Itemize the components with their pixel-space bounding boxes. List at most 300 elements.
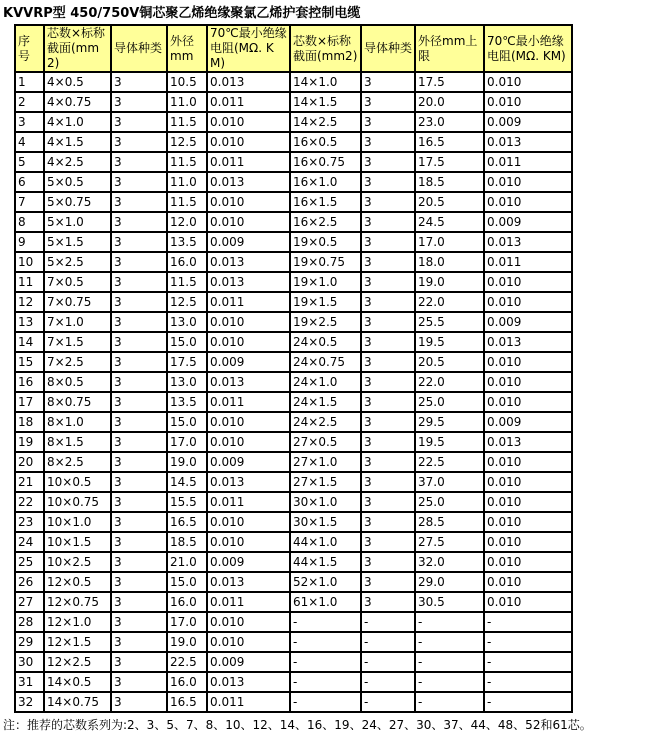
table-cell-col1: 4×0.75 — [44, 92, 111, 112]
table-cell-col0: 23 — [15, 512, 44, 532]
table-cell-col6: 3 — [361, 292, 415, 312]
table-cell-col4: 0.011 — [207, 292, 290, 312]
table-cell-col3: 11.5 — [167, 112, 207, 132]
table-row — [15, 532, 572, 552]
table-header — [15, 25, 572, 72]
table-cell-col4: 0.013 — [207, 472, 290, 492]
table-cell-col2: 3 — [111, 552, 167, 572]
table-cell-col8: 0.011 — [484, 152, 572, 172]
table-cell-col5: 44×1.5 — [290, 552, 361, 572]
table-cell-col6: 3 — [361, 312, 415, 332]
table-cell-col6: 3 — [361, 72, 415, 92]
table-cell-col0: 27 — [15, 592, 44, 612]
table-cell-col5: 52×1.0 — [290, 572, 361, 592]
table-row — [15, 292, 572, 312]
table-cell-col3: 10.5 — [167, 72, 207, 92]
table-row — [15, 692, 572, 712]
table-cell-col1: 10×1.5 — [44, 532, 111, 552]
table-row — [15, 372, 572, 392]
footnote: 注：推荐的芯数系列为:2、3、5、7、8、10、12、14、16、19、24、27、30、37、44、48、52和61芯。 — [3, 718, 592, 732]
table-cell-col8: - — [484, 672, 572, 692]
table-cell-col0: 5 — [15, 152, 44, 172]
table-cell-col4: 0.011 — [207, 392, 290, 412]
header-row — [15, 25, 572, 72]
table-cell-col0: 13 — [15, 312, 44, 332]
table-cell-col8: 0.010 — [484, 592, 572, 612]
table-cell-col4: 0.009 — [207, 652, 290, 672]
table-cell-col5: 16×1.0 — [290, 172, 361, 192]
table-cell-col1: 10×0.75 — [44, 492, 111, 512]
table-row — [15, 252, 572, 272]
table-cell-col8: 0.010 — [484, 192, 572, 212]
table-cell-col0: 30 — [15, 652, 44, 672]
table-cell-col6: 3 — [361, 92, 415, 112]
page-title: KVVRP型 450/750V铜芯聚乙烯绝缘聚氯乙烯护套控制电缆 — [3, 6, 361, 21]
table-cell-col5: - — [290, 632, 361, 652]
table-cell-col8: - — [484, 632, 572, 652]
table-cell-col3: 17.5 — [167, 352, 207, 372]
table-cell-col0: 14 — [15, 332, 44, 352]
table-cell-col0: 26 — [15, 572, 44, 592]
table-cell-col8: 0.013 — [484, 132, 572, 152]
table-cell-col5: 27×1.5 — [290, 472, 361, 492]
table-row — [15, 452, 572, 472]
table-cell-col1: 4×2.5 — [44, 152, 111, 172]
table-cell-col0: 24 — [15, 532, 44, 552]
table-cell-col4: 0.013 — [207, 272, 290, 292]
table-cell-col6: 3 — [361, 412, 415, 432]
table-cell-col7: 29.5 — [415, 412, 484, 432]
table-cell-col1: 4×0.5 — [44, 72, 111, 92]
table-cell-col1: 10×1.0 — [44, 512, 111, 532]
table-cell-col1: 7×0.5 — [44, 272, 111, 292]
table-cell-col5: 24×2.5 — [290, 412, 361, 432]
table-cell-col1: 8×0.5 — [44, 372, 111, 392]
table-cell-col2: 3 — [111, 412, 167, 432]
table-cell-col5: 44×1.0 — [290, 532, 361, 552]
table-cell-col6: 3 — [361, 432, 415, 452]
table-cell-col6: 3 — [361, 212, 415, 232]
table-cell-col7: 28.5 — [415, 512, 484, 532]
table-cell-col1: 5×2.5 — [44, 252, 111, 272]
table-cell-col0: 31 — [15, 672, 44, 692]
table-cell-col7: - — [415, 612, 484, 632]
table-cell-col8: 0.010 — [484, 292, 572, 312]
table-cell-col2: 3 — [111, 572, 167, 592]
table-cell-col0: 21 — [15, 472, 44, 492]
table-cell-col7: 17.5 — [415, 72, 484, 92]
table-cell-col6: 3 — [361, 252, 415, 272]
table-cell-col6: - — [361, 612, 415, 632]
table-cell-col8: - — [484, 652, 572, 672]
table-cell-col3: 11.5 — [167, 152, 207, 172]
table-cell-col0: 19 — [15, 432, 44, 452]
table-cell-col5: 14×2.5 — [290, 112, 361, 132]
table-cell-col4: 0.010 — [207, 632, 290, 652]
table-cell-col7: 24.5 — [415, 212, 484, 232]
table-cell-col4: 0.009 — [207, 452, 290, 472]
table-cell-col7: 25.5 — [415, 312, 484, 332]
table-cell-col0: 17 — [15, 392, 44, 412]
table-cell-col8: 0.010 — [484, 552, 572, 572]
table-cell-col6: - — [361, 632, 415, 652]
table-cell-col0: 16 — [15, 372, 44, 392]
table-cell-col2: 3 — [111, 232, 167, 252]
table-cell-col8: 0.010 — [484, 92, 572, 112]
table-cell-col2: 3 — [111, 632, 167, 652]
table-cell-col2: 3 — [111, 172, 167, 192]
table-cell-col8: 0.009 — [484, 312, 572, 332]
table-cell-col0: 12 — [15, 292, 44, 312]
table-cell-col4: 0.010 — [207, 112, 290, 132]
table-cell-col7: 17.5 — [415, 152, 484, 172]
table-cell-col5: 24×0.5 — [290, 332, 361, 352]
table-cell-col2: 3 — [111, 692, 167, 712]
table-cell-col3: 12.0 — [167, 212, 207, 232]
table-cell-col8: 0.009 — [484, 112, 572, 132]
table-cell-col1: 5×1.5 — [44, 232, 111, 252]
table-cell-col8: 0.010 — [484, 452, 572, 472]
table-cell-col3: 11.5 — [167, 192, 207, 212]
table-cell-col5: 30×1.5 — [290, 512, 361, 532]
table-cell-col3: 16.0 — [167, 592, 207, 612]
table-row — [15, 392, 572, 412]
table-cell-col8: 0.011 — [484, 252, 572, 272]
table-cell-col3: 16.5 — [167, 692, 207, 712]
table-cell-col3: 13.5 — [167, 392, 207, 412]
table-cell-col6: 3 — [361, 452, 415, 472]
table-cell-col4: 0.010 — [207, 312, 290, 332]
table-cell-col5: 19×1.5 — [290, 292, 361, 312]
column-header-6: 导体种类 — [361, 25, 415, 72]
table-cell-col4: 0.011 — [207, 492, 290, 512]
table-cell-col0: 9 — [15, 232, 44, 252]
table-cell-col2: 3 — [111, 492, 167, 512]
table-cell-col0: 29 — [15, 632, 44, 652]
column-header-8: 70℃最小绝缘电阻(MΩ. KM) — [484, 25, 572, 72]
table-cell-col3: 15.0 — [167, 332, 207, 352]
table-cell-col8: 0.010 — [484, 472, 572, 492]
table-cell-col1: 12×1.5 — [44, 632, 111, 652]
table-cell-col4: 0.011 — [207, 92, 290, 112]
table-cell-col1: 12×0.5 — [44, 572, 111, 592]
table-cell-col3: 15.0 — [167, 572, 207, 592]
table-cell-col7: 16.5 — [415, 132, 484, 152]
table-cell-col4: 0.011 — [207, 592, 290, 612]
table-cell-col2: 3 — [111, 672, 167, 692]
table-cell-col1: 7×0.75 — [44, 292, 111, 312]
table-row — [15, 672, 572, 692]
table-cell-col6: 3 — [361, 592, 415, 612]
table-cell-col2: 3 — [111, 452, 167, 472]
table-row — [15, 472, 572, 492]
table-cell-col1: 14×0.5 — [44, 672, 111, 692]
table-cell-col5: 19×1.0 — [290, 272, 361, 292]
table-cell-col8: - — [484, 612, 572, 632]
table-cell-col1: 8×1.0 — [44, 412, 111, 432]
table-cell-col0: 2 — [15, 92, 44, 112]
table-cell-col4: 0.009 — [207, 352, 290, 372]
table-row — [15, 652, 572, 672]
table-cell-col4: 0.013 — [207, 672, 290, 692]
table-cell-col1: 12×2.5 — [44, 652, 111, 672]
table-cell-col8: 0.010 — [484, 352, 572, 372]
table-cell-col7: 25.0 — [415, 392, 484, 412]
table-row — [15, 152, 572, 172]
table-row — [15, 352, 572, 372]
table-cell-col3: 17.0 — [167, 612, 207, 632]
table-cell-col2: 3 — [111, 512, 167, 532]
table-cell-col3: 12.5 — [167, 292, 207, 312]
table-cell-col1: 4×1.5 — [44, 132, 111, 152]
column-header-3: 外径mm — [167, 25, 207, 72]
table-cell-col8: 0.009 — [484, 412, 572, 432]
table-cell-col8: 0.010 — [484, 72, 572, 92]
table-cell-col0: 32 — [15, 692, 44, 712]
table-cell-col0: 22 — [15, 492, 44, 512]
table-cell-col5: 24×1.0 — [290, 372, 361, 392]
table-cell-col3: 13.5 — [167, 232, 207, 252]
table-cell-col2: 3 — [111, 192, 167, 212]
table-cell-col6: 3 — [361, 572, 415, 592]
table-cell-col5: 61×1.0 — [290, 592, 361, 612]
table-cell-col6: 3 — [361, 392, 415, 412]
table-cell-col0: 11 — [15, 272, 44, 292]
table-cell-col5: 27×1.0 — [290, 452, 361, 472]
table-cell-col7: 19.0 — [415, 272, 484, 292]
table-cell-col2: 3 — [111, 92, 167, 112]
table-cell-col4: 0.011 — [207, 692, 290, 712]
table-cell-col4: 0.013 — [207, 72, 290, 92]
table-cell-col8: 0.010 — [484, 372, 572, 392]
table-cell-col8: 0.010 — [484, 572, 572, 592]
table-cell-col1: 7×1.5 — [44, 332, 111, 352]
table-cell-col3: 21.0 — [167, 552, 207, 572]
table-cell-col2: 3 — [111, 72, 167, 92]
table-cell-col2: 3 — [111, 152, 167, 172]
table-cell-col0: 1 — [15, 72, 44, 92]
table-cell-col2: 3 — [111, 252, 167, 272]
table-row — [15, 232, 572, 252]
table-cell-col1: 7×1.0 — [44, 312, 111, 332]
table-row — [15, 272, 572, 292]
table-cell-col0: 4 — [15, 132, 44, 152]
table-row — [15, 332, 572, 352]
table-cell-col7: 27.5 — [415, 532, 484, 552]
table-cell-col8: 0.010 — [484, 392, 572, 412]
table-cell-col4: 0.009 — [207, 232, 290, 252]
table-cell-col2: 3 — [111, 432, 167, 452]
table-cell-col1: 8×2.5 — [44, 452, 111, 472]
table-row — [15, 512, 572, 532]
table-cell-col3: 14.5 — [167, 472, 207, 492]
table-cell-col7: 19.5 — [415, 432, 484, 452]
table-cell-col7: 20.5 — [415, 192, 484, 212]
table-cell-col7: 30.5 — [415, 592, 484, 612]
column-header-2: 导体种类 — [111, 25, 167, 72]
table-cell-col2: 3 — [111, 592, 167, 612]
table-cell-col6: 3 — [361, 552, 415, 572]
table-cell-col1: 5×0.75 — [44, 192, 111, 212]
table-cell-col2: 3 — [111, 132, 167, 152]
table-cell-col8: 0.010 — [484, 272, 572, 292]
cable-spec-table — [14, 24, 573, 713]
table-cell-col3: 18.5 — [167, 532, 207, 552]
table-cell-col4: 0.010 — [207, 432, 290, 452]
table-row — [15, 172, 572, 192]
table-cell-col4: 0.010 — [207, 532, 290, 552]
table-cell-col3: 15.0 — [167, 412, 207, 432]
table-cell-col4: 0.010 — [207, 192, 290, 212]
table-cell-col1: 12×0.75 — [44, 592, 111, 612]
table-cell-col0: 7 — [15, 192, 44, 212]
table-cell-col1: 12×1.0 — [44, 612, 111, 632]
table-row — [15, 432, 572, 452]
table-cell-col0: 15 — [15, 352, 44, 372]
table-cell-col5: 24×1.5 — [290, 392, 361, 412]
table-cell-col4: 0.010 — [207, 332, 290, 352]
table-cell-col4: 0.011 — [207, 152, 290, 172]
table-cell-col2: 3 — [111, 272, 167, 292]
table-cell-col2: 3 — [111, 292, 167, 312]
table-body — [15, 72, 572, 712]
table-cell-col0: 25 — [15, 552, 44, 572]
table-cell-col5: 14×1.0 — [290, 72, 361, 92]
table-cell-col2: 3 — [111, 352, 167, 372]
table-row — [15, 132, 572, 152]
table-cell-col4: 0.010 — [207, 512, 290, 532]
table-cell-col6: 3 — [361, 332, 415, 352]
table-cell-col5: 19×0.5 — [290, 232, 361, 252]
column-header-4: 70℃最小绝缘电阻(MΩ. KM) — [207, 25, 290, 72]
table-row — [15, 612, 572, 632]
column-header-7: 外径mm上限 — [415, 25, 484, 72]
table-cell-col2: 3 — [111, 372, 167, 392]
column-header-5: 芯数×标称截面(mm2) — [290, 25, 361, 72]
table-cell-col7: 20.0 — [415, 92, 484, 112]
table-cell-col0: 18 — [15, 412, 44, 432]
table-cell-col8: 0.009 — [484, 212, 572, 232]
table-cell-col5: - — [290, 692, 361, 712]
table-cell-col4: 0.010 — [207, 412, 290, 432]
table-cell-col3: 12.5 — [167, 132, 207, 152]
table-cell-col3: 19.0 — [167, 632, 207, 652]
table-cell-col6: 3 — [361, 112, 415, 132]
table-cell-col2: 3 — [111, 472, 167, 492]
table-cell-col7: 17.0 — [415, 232, 484, 252]
table-cell-col6: 3 — [361, 472, 415, 492]
table-row — [15, 572, 572, 592]
table-cell-col6: 3 — [361, 172, 415, 192]
table-cell-col1: 8×0.75 — [44, 392, 111, 412]
table-cell-col4: 0.013 — [207, 172, 290, 192]
table-row — [15, 72, 572, 92]
table-cell-col7: - — [415, 672, 484, 692]
table-cell-col7: - — [415, 652, 484, 672]
table-cell-col6: 3 — [361, 192, 415, 212]
table-cell-col3: 11.5 — [167, 272, 207, 292]
table-cell-col3: 16.5 — [167, 512, 207, 532]
table-row — [15, 112, 572, 132]
table-cell-col0: 28 — [15, 612, 44, 632]
table-cell-col1: 10×2.5 — [44, 552, 111, 572]
table-cell-col4: 0.009 — [207, 552, 290, 572]
table-cell-col4: 0.013 — [207, 572, 290, 592]
table-cell-col7: 22.0 — [415, 292, 484, 312]
table-cell-col3: 11.0 — [167, 172, 207, 192]
table-cell-col0: 10 — [15, 252, 44, 272]
table-cell-col4: 0.013 — [207, 372, 290, 392]
table-cell-col7: 37.0 — [415, 472, 484, 492]
table-cell-col1: 8×1.5 — [44, 432, 111, 452]
table-row — [15, 412, 572, 432]
table-cell-col4: 0.013 — [207, 252, 290, 272]
table-cell-col2: 3 — [111, 392, 167, 412]
table-cell-col8: 0.013 — [484, 232, 572, 252]
table-cell-col7: 20.5 — [415, 352, 484, 372]
column-header-1: 芯数×标称截面(mm2) — [44, 25, 111, 72]
table-cell-col8: 0.010 — [484, 512, 572, 532]
table-cell-col7: 25.0 — [415, 492, 484, 512]
table-cell-col7: 32.0 — [415, 552, 484, 572]
table-cell-col4: 0.010 — [207, 212, 290, 232]
table-cell-col5: - — [290, 652, 361, 672]
table-cell-col7: 18.0 — [415, 252, 484, 272]
table-cell-col2: 3 — [111, 212, 167, 232]
table-cell-col8: 0.013 — [484, 332, 572, 352]
table-cell-col7: 22.0 — [415, 372, 484, 392]
table-cell-col3: 19.0 — [167, 452, 207, 472]
table-cell-col7: 19.5 — [415, 332, 484, 352]
table-cell-col7: 22.5 — [415, 452, 484, 472]
table-cell-col6: - — [361, 692, 415, 712]
table-cell-col6: 3 — [361, 272, 415, 292]
table-row — [15, 552, 572, 572]
table-cell-col8: 0.010 — [484, 172, 572, 192]
table-cell-col5: 14×1.5 — [290, 92, 361, 112]
table-cell-col8: 0.010 — [484, 492, 572, 512]
table-row — [15, 92, 572, 112]
table-cell-col5: - — [290, 672, 361, 692]
table-cell-col6: 3 — [361, 152, 415, 172]
table-row — [15, 312, 572, 332]
table-cell-col1: 7×2.5 — [44, 352, 111, 372]
table-cell-col4: 0.010 — [207, 132, 290, 152]
table-cell-col5: 24×0.75 — [290, 352, 361, 372]
table-cell-col0: 3 — [15, 112, 44, 132]
table-cell-col2: 3 — [111, 652, 167, 672]
table-cell-col7: 18.5 — [415, 172, 484, 192]
table-cell-col3: 11.0 — [167, 92, 207, 112]
table-cell-col5: 16×0.5 — [290, 132, 361, 152]
column-header-0: 序号 — [15, 25, 44, 72]
table-cell-col6: 3 — [361, 352, 415, 372]
table-cell-col7: - — [415, 692, 484, 712]
table-row — [15, 492, 572, 512]
table-cell-col6: 3 — [361, 512, 415, 532]
table-row — [15, 192, 572, 212]
table-row — [15, 592, 572, 612]
table-cell-col6: - — [361, 652, 415, 672]
table-cell-col7: 23.0 — [415, 112, 484, 132]
table-cell-col8: 0.013 — [484, 432, 572, 452]
table-cell-col1: 5×1.0 — [44, 212, 111, 232]
table-cell-col8: 0.010 — [484, 532, 572, 552]
table-cell-col6: 3 — [361, 492, 415, 512]
table-cell-col2: 3 — [111, 612, 167, 632]
table-cell-col1: 5×0.5 — [44, 172, 111, 192]
table-cell-col5: 16×0.75 — [290, 152, 361, 172]
